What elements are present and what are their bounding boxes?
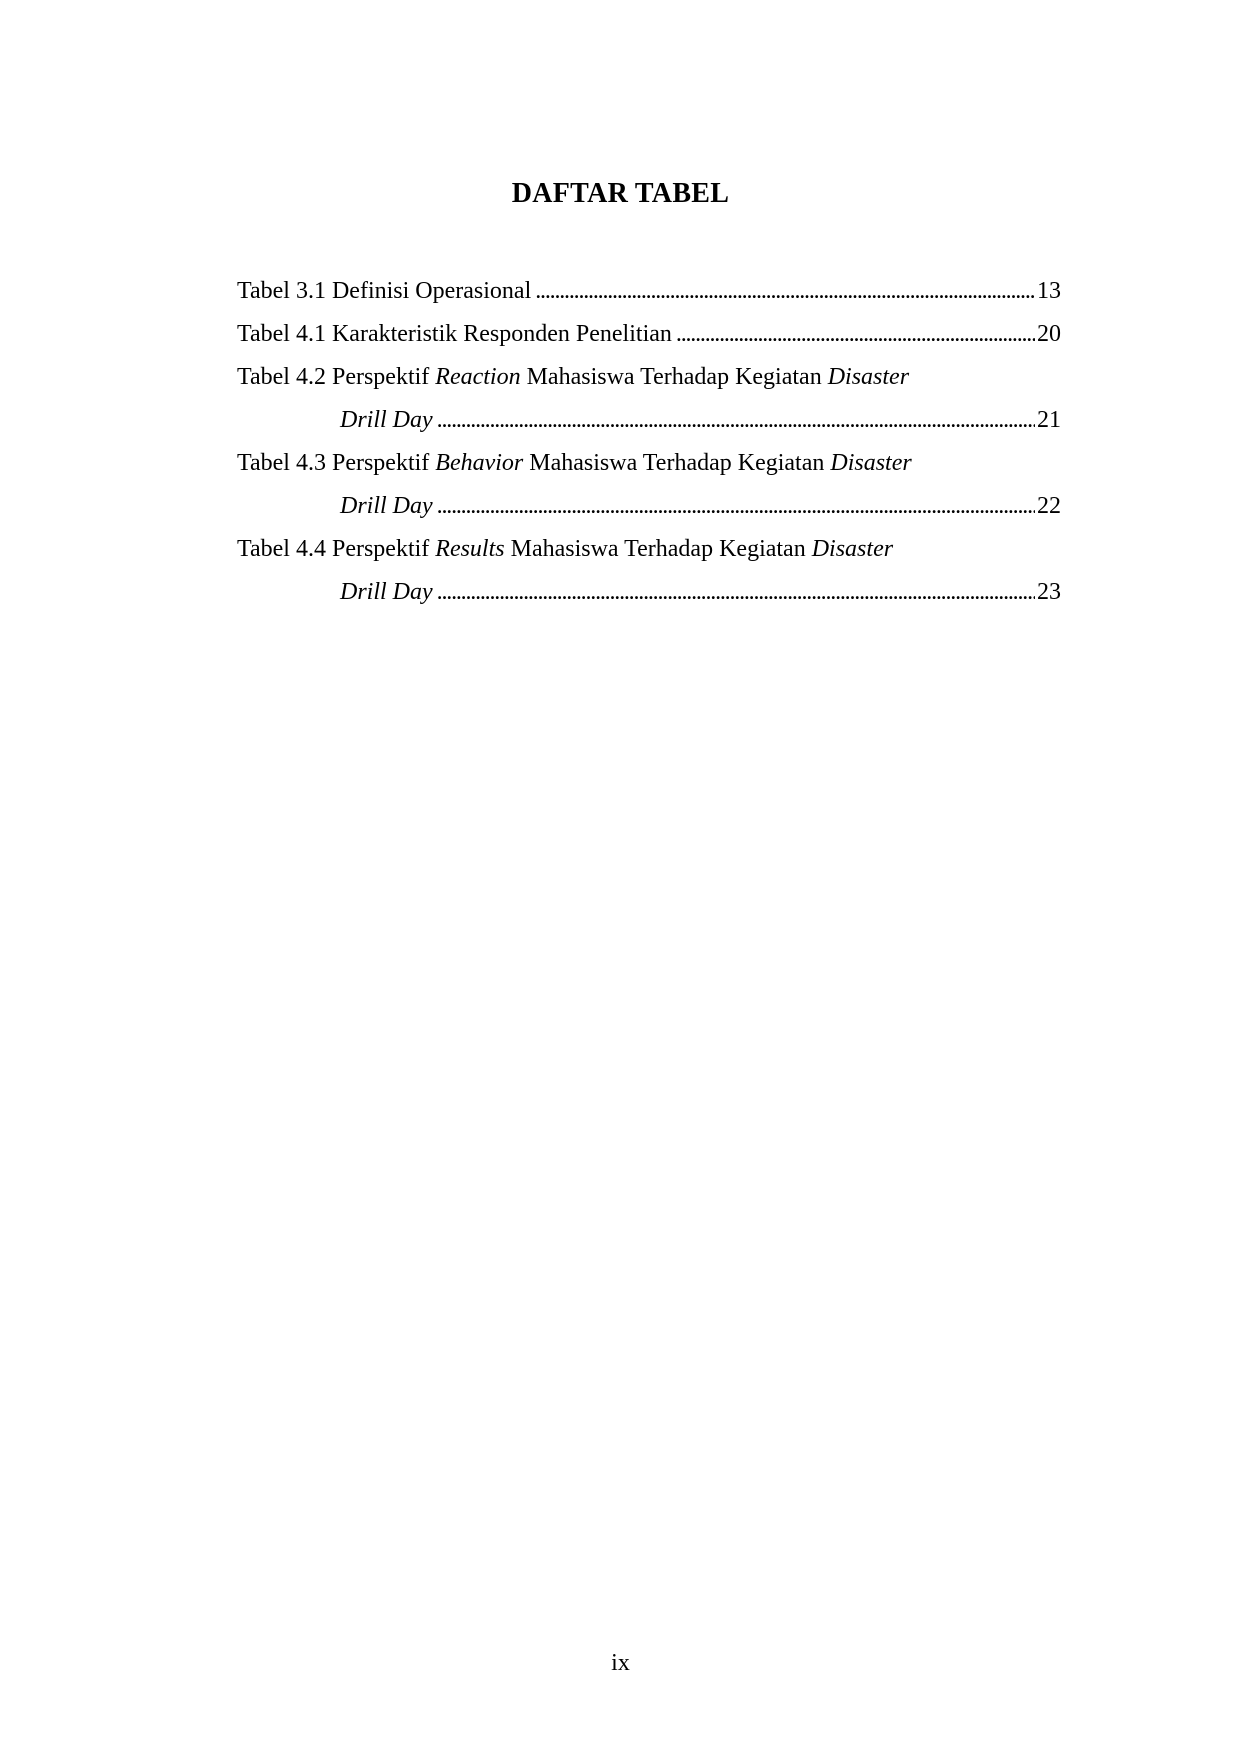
entry-continuation-line: [237, 485, 1061, 528]
entry-label: Tabel 4.1 Karakteristik Responden Penelitian: [237, 321, 672, 347]
entry-page-number: 13: [1037, 278, 1061, 304]
entry-first-line: [237, 528, 1061, 571]
entry-label: Tabel 4.2 Perspektif Reaction Mahasiswa Terhadap Kegiatan Disaster: [237, 364, 910, 390]
entry-continuation-line: [237, 571, 1061, 614]
entry-continuation-text: Drill Day: [340, 493, 433, 519]
toc-entry-tabel-4-1[interactable]: [237, 313, 1061, 356]
dot-leader: [535, 270, 1035, 313]
entry-continuation-line: [237, 399, 1061, 442]
dot-leader: [437, 571, 1035, 614]
entry-page-number: 20: [1037, 321, 1061, 347]
toc-entry-tabel-4-3[interactable]: [237, 442, 1061, 528]
page-title: DAFTAR TABEL: [511, 178, 730, 209]
page-number-footer: ix: [611, 1650, 630, 1676]
entry-first-line: [237, 442, 1061, 485]
dot-leader: [437, 399, 1035, 442]
entry-label: Tabel 3.1 Definisi Operasional: [237, 278, 532, 304]
toc-entry-tabel-3-1[interactable]: [237, 270, 1061, 313]
toc-entry-tabel-4-4[interactable]: [237, 528, 1061, 614]
entry-continuation-text: Drill Day: [340, 579, 433, 605]
entry-label: Tabel 4.3 Perspektif Behavior Mahasiswa Terhadap Kegiatan Disaster: [237, 450, 912, 476]
entry-first-line: [237, 356, 1061, 399]
entry-page-number: 23: [1037, 579, 1061, 605]
dot-leader: [437, 485, 1035, 528]
entry-label: Tabel 4.4 Perspektif Results Mahasiswa Terhadap Kegiatan Disaster: [237, 536, 894, 562]
dot-leader: [676, 313, 1035, 356]
entry-continuation-text: Drill Day: [340, 407, 433, 433]
table-list: [237, 270, 1061, 614]
toc-entry-tabel-4-2[interactable]: [237, 356, 1061, 442]
entry-page-number: 22: [1037, 493, 1061, 519]
entry-page-number: 21: [1037, 407, 1061, 433]
